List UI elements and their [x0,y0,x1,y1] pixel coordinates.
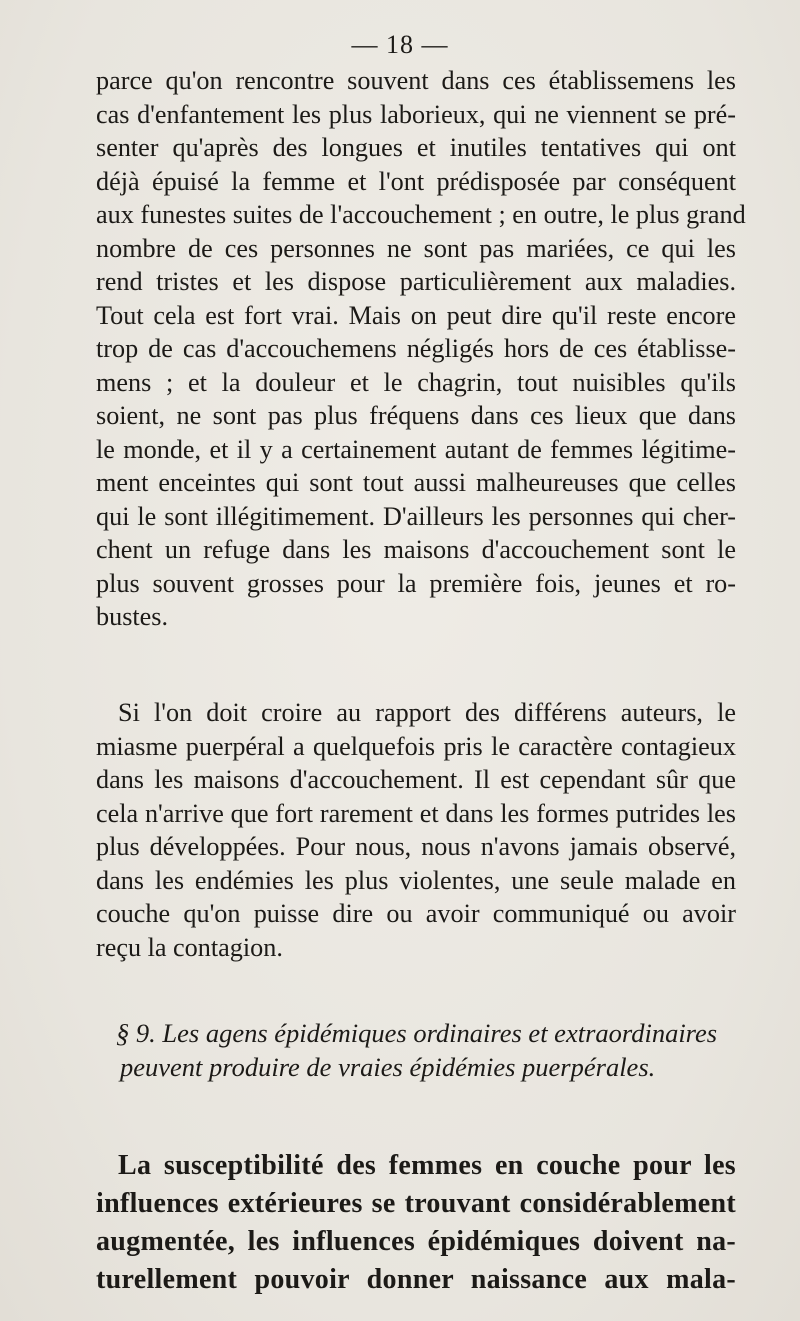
text-line: Tout cela est fort vrai. Mais on peut dire qu'il reste encore [96,300,736,330]
paragraph-1 [96,64,746,634]
text-line: dans les endémies les plus violentes, une seule malade en [96,865,736,895]
text-line: couche qu'on puisse dire ou avoir communiqué ou avoir [96,899,736,928]
text-line: le monde, et il y a certainement autant de femmes légitime- [96,434,736,464]
paragraph-3 [96,1147,736,1299]
text-line: bustes. [96,602,169,631]
text-line: parce qu'on rencontre souvent dans ces établissemens les [96,66,736,95]
text-line: senter qu'après des longues et inutiles tentatives qui ont [96,133,736,162]
text-line: augmentée, les influences épidémiques doivent na- [96,1226,736,1257]
paragraph-2 [96,696,736,964]
text-line: qui le sont illégitimement. D'ailleurs les personnes qui cher- [96,501,736,531]
text-line: turellement pouvoir donner naissance aux mala- [96,1264,736,1295]
text-line: chent un refuge dans les maisons d'accouchement sont le [96,535,736,564]
text-line: plus souvent grosses pour la première fois, jeunes et ro- [96,568,736,598]
text-line: ment enceintes qui sont tout aussi malheureuses que celles [96,468,736,497]
text-line: mens ; et la douleur et le chagrin, tout nuisibles qu'ils [96,367,736,397]
text-line: soient, ne sont pas plus fréquens dans ces lieux que dans [96,401,736,430]
text-line: cas d'enfantement les plus laborieux, qui ne viennent se pré- [96,99,736,129]
text-line: reçu la contagion. [96,932,283,962]
section-heading [116,1015,736,1082]
text-line: rend tristes et les dispose particulièrement aux maladies. [96,267,736,296]
heading-line: § 9. Les agens épidémiques ordinaires et extraordinaires [116,1018,718,1048]
text-line: dans les maisons d'accouchement. Il est cependant sûr que [96,765,736,794]
heading-line: peuvent produire de vraies épidémies puerpérales. [120,1051,656,1082]
text-line: plus développées. Pour nous, nous n'avons jamais observé, [96,832,736,861]
text-line: Si l'on doit croire au rapport des différens auteurs, le [118,698,736,727]
text-line: La susceptibilité des femmes en couche pour les [118,1150,736,1181]
text-line: trop de cas d'accouchemens négligés hors de ces établisse- [96,334,736,363]
text-line: déjà épuisé la femme et l'ont prédisposée par conséquent [96,166,736,196]
text-line: cela n'arrive que fort rarement et dans les formes putrides les [96,798,736,828]
text-line: miasme puerpéral a quelquefois pris le caractère contagieux [96,731,736,761]
text-line: aux funestes suites de l'accouchement ; en outre, le plus grand [96,200,746,229]
text-line: influences extérieures se trouvant considérablement [96,1188,736,1219]
page-number: — 18 — [351,30,449,59]
text-line: nombre de ces personnes ne sont pas mariées, ce qui les [96,233,736,263]
